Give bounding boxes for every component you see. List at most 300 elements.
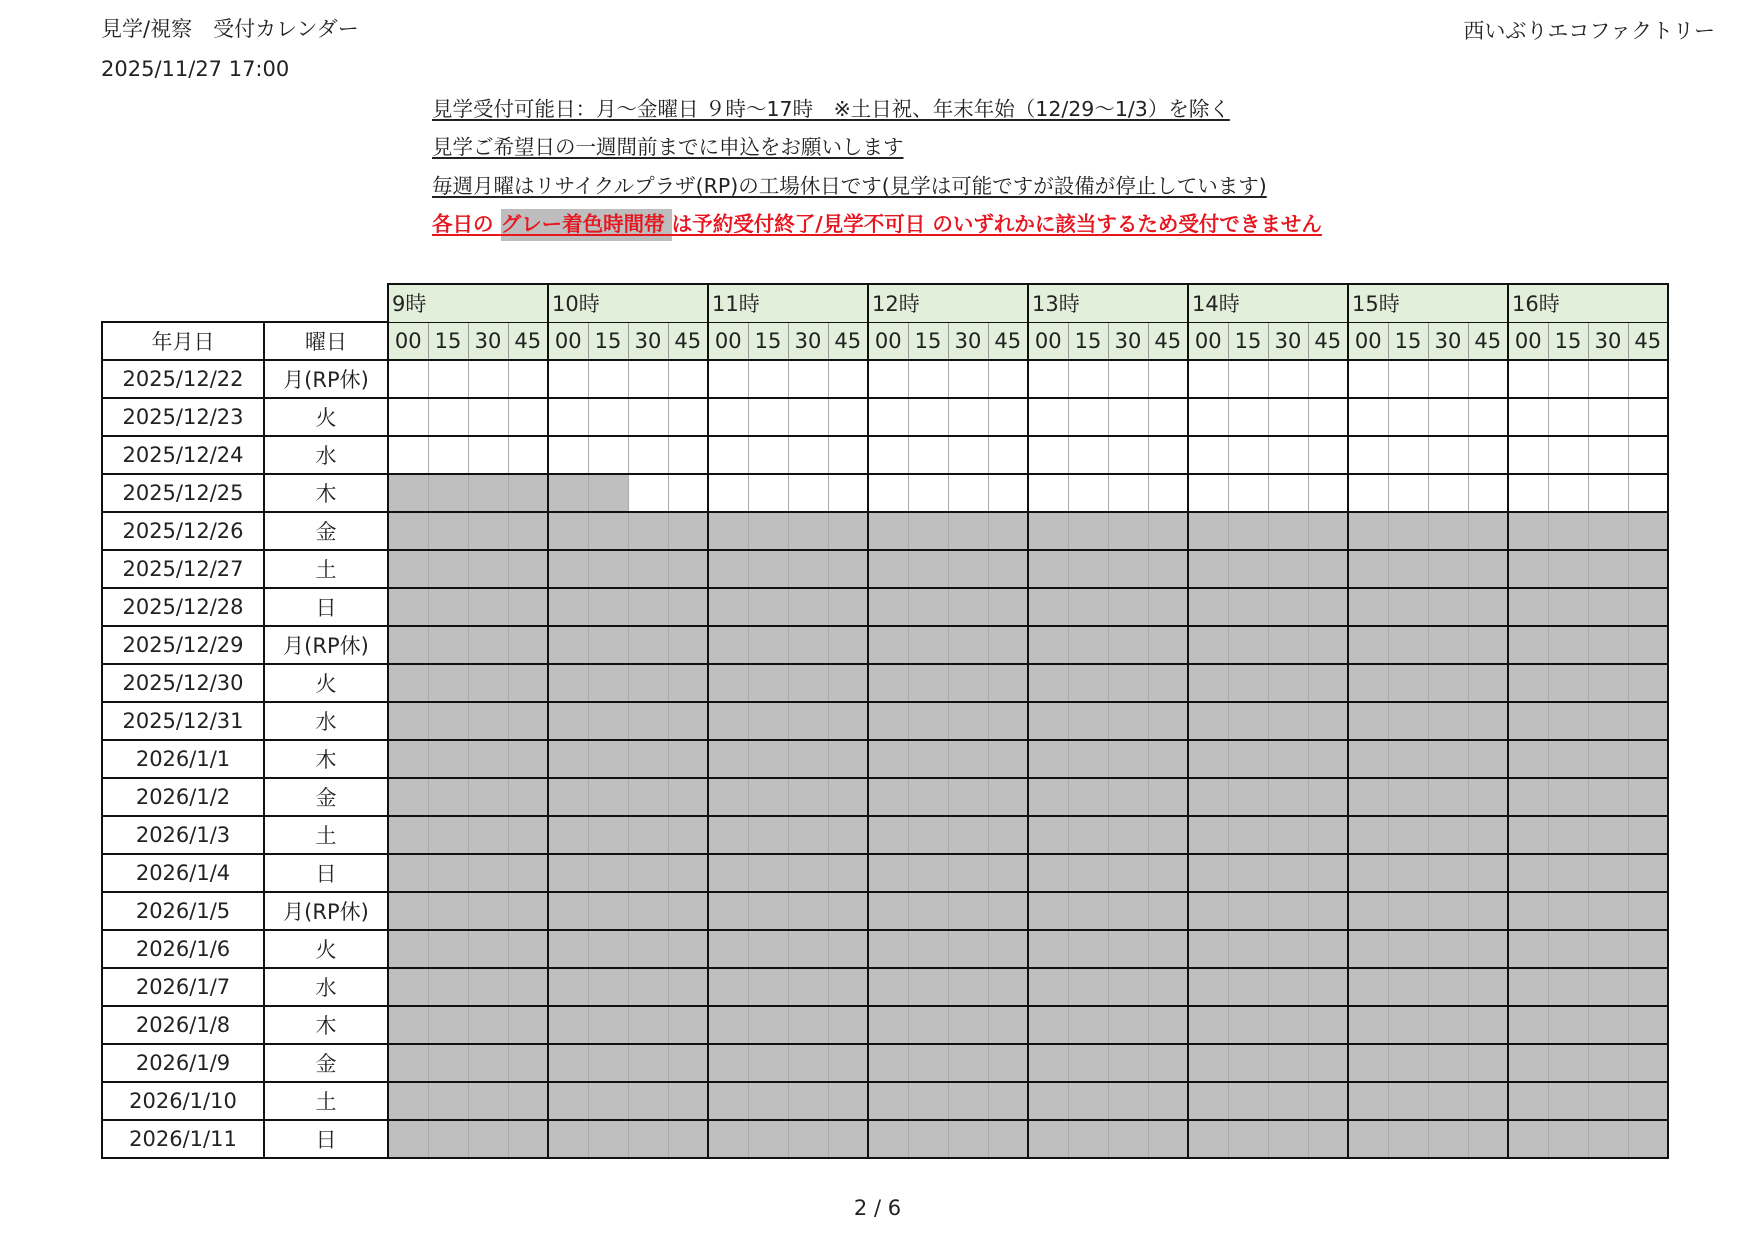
slot-closed xyxy=(988,854,1028,892)
row-date: 2026/1/4 xyxy=(102,854,264,892)
slot-closed xyxy=(628,626,668,664)
slot-closed xyxy=(1308,1082,1348,1120)
slot-closed xyxy=(1508,816,1548,854)
page-number: 2 / 6 xyxy=(853,1196,902,1220)
slot-closed xyxy=(1388,626,1428,664)
slot-closed xyxy=(788,512,828,550)
slot-closed xyxy=(1028,892,1068,930)
slot-open xyxy=(1308,474,1348,512)
slot-closed xyxy=(908,892,948,930)
slot-closed xyxy=(988,1006,1028,1044)
slot-closed xyxy=(588,588,628,626)
slot-closed xyxy=(388,930,428,968)
slot-closed xyxy=(868,892,908,930)
row-date: 2025/12/23 xyxy=(102,398,264,436)
slot-closed xyxy=(748,550,788,588)
slot-closed xyxy=(1348,1044,1388,1082)
slot-closed xyxy=(1428,892,1468,930)
slot-closed xyxy=(388,968,428,1006)
slot-closed xyxy=(948,816,988,854)
hour-header: 12時 xyxy=(868,284,1028,322)
slot-open xyxy=(708,436,748,474)
slot-closed xyxy=(548,1006,588,1044)
slot-closed xyxy=(1228,588,1268,626)
slot-closed xyxy=(1588,778,1628,816)
slot-closed xyxy=(908,512,948,550)
slot-closed xyxy=(1148,740,1188,778)
slot-closed xyxy=(1028,588,1068,626)
slot-closed xyxy=(468,664,508,702)
slot-closed xyxy=(1148,1006,1188,1044)
row-weekday: 月(RP休) xyxy=(264,892,388,930)
row-date: 2026/1/11 xyxy=(102,1120,264,1158)
slot-closed xyxy=(628,740,668,778)
slot-closed xyxy=(1188,626,1228,664)
slot-open xyxy=(988,360,1028,398)
date-column-header: 年月日 xyxy=(102,322,264,360)
slot-closed xyxy=(1348,892,1388,930)
slot-closed xyxy=(668,550,708,588)
minute-header: 00 xyxy=(708,322,748,360)
row-weekday: 火 xyxy=(264,664,388,702)
slot-closed xyxy=(508,1120,548,1158)
calendar-row xyxy=(102,664,1668,702)
slot-closed xyxy=(1188,512,1228,550)
slot-closed xyxy=(1588,968,1628,1006)
slot-closed xyxy=(628,1120,668,1158)
slot-closed xyxy=(1308,1120,1348,1158)
slot-closed xyxy=(468,550,508,588)
slot-closed xyxy=(1108,702,1148,740)
slot-closed xyxy=(1468,1120,1508,1158)
slot-closed xyxy=(428,854,468,892)
slot-closed xyxy=(1508,1006,1548,1044)
slot-closed xyxy=(548,1082,588,1120)
slot-closed xyxy=(428,626,468,664)
note-availability: 見学受付可能日：月～金曜日 ９時～17時 ※土日祝、年末年始（12/29～1/3）を除く xyxy=(432,97,1230,121)
slot-closed xyxy=(628,702,668,740)
slot-open xyxy=(628,436,668,474)
slot-closed xyxy=(908,1120,948,1158)
slot-closed xyxy=(1268,1120,1308,1158)
slot-closed xyxy=(388,626,428,664)
slot-closed xyxy=(1108,512,1148,550)
slot-closed xyxy=(588,474,628,512)
slot-closed xyxy=(1308,512,1348,550)
slot-closed xyxy=(1188,816,1228,854)
slot-open xyxy=(1628,360,1668,398)
slot-closed xyxy=(1628,816,1668,854)
slot-closed xyxy=(388,588,428,626)
slot-closed xyxy=(628,930,668,968)
slot-closed xyxy=(1028,626,1068,664)
slot-open xyxy=(1228,474,1268,512)
slot-closed xyxy=(788,1044,828,1082)
slot-closed xyxy=(1548,1044,1588,1082)
row-date: 2026/1/2 xyxy=(102,778,264,816)
slot-closed xyxy=(1228,512,1268,550)
slot-open xyxy=(868,436,908,474)
slot-closed xyxy=(1228,1082,1268,1120)
slot-closed xyxy=(1188,1006,1228,1044)
slot-open xyxy=(1268,436,1308,474)
calendar-row xyxy=(102,512,1668,550)
slot-closed xyxy=(1028,664,1068,702)
slot-open xyxy=(1148,474,1188,512)
slot-open xyxy=(1508,360,1548,398)
slot-closed xyxy=(1228,702,1268,740)
slot-closed xyxy=(1028,816,1068,854)
slot-closed xyxy=(1028,854,1068,892)
slot-open xyxy=(1348,360,1388,398)
slot-closed xyxy=(828,626,868,664)
slot-closed xyxy=(788,588,828,626)
slot-closed xyxy=(1108,1044,1148,1082)
slot-open xyxy=(1588,360,1628,398)
slot-closed xyxy=(548,1044,588,1082)
slot-open xyxy=(1428,474,1468,512)
slot-closed xyxy=(788,626,828,664)
slot-open xyxy=(828,398,868,436)
slot-open xyxy=(908,474,948,512)
slot-open xyxy=(908,360,948,398)
slot-closed xyxy=(588,1006,628,1044)
slot-closed xyxy=(868,550,908,588)
slot-closed xyxy=(868,626,908,664)
slot-open xyxy=(468,436,508,474)
slot-closed xyxy=(1108,968,1148,1006)
minute-header: 45 xyxy=(988,322,1028,360)
slot-closed xyxy=(828,854,868,892)
slot-closed xyxy=(788,664,828,702)
slot-closed xyxy=(1108,816,1148,854)
slot-closed xyxy=(1388,892,1428,930)
minute-header: 15 xyxy=(908,322,948,360)
slot-closed xyxy=(668,778,708,816)
slot-closed xyxy=(708,1006,748,1044)
minute-header: 45 xyxy=(1308,322,1348,360)
slot-closed xyxy=(1348,512,1388,550)
slot-closed xyxy=(828,664,868,702)
minute-header: 45 xyxy=(508,322,548,360)
slot-closed xyxy=(748,854,788,892)
slot-closed xyxy=(628,1044,668,1082)
slot-closed xyxy=(668,1006,708,1044)
minute-header: 00 xyxy=(388,322,428,360)
slot-closed xyxy=(948,930,988,968)
slot-closed xyxy=(668,740,708,778)
slot-closed xyxy=(1508,588,1548,626)
slot-closed xyxy=(708,1082,748,1120)
slot-closed xyxy=(1628,512,1668,550)
hour-header: 9時 xyxy=(388,284,548,322)
slot-open xyxy=(828,436,868,474)
slot-closed xyxy=(1388,740,1428,778)
slot-closed xyxy=(588,740,628,778)
slot-closed xyxy=(1068,740,1108,778)
slot-open xyxy=(948,436,988,474)
slot-closed xyxy=(1228,854,1268,892)
slot-closed xyxy=(1228,778,1268,816)
slot-closed xyxy=(1468,892,1508,930)
slot-open xyxy=(1588,474,1628,512)
minute-header: 00 xyxy=(868,322,908,360)
slot-open xyxy=(988,474,1028,512)
slot-closed xyxy=(1068,550,1108,588)
slot-closed xyxy=(1068,778,1108,816)
slot-closed xyxy=(1428,664,1468,702)
slot-closed xyxy=(1308,816,1348,854)
slot-closed xyxy=(828,778,868,816)
minute-header: 00 xyxy=(1348,322,1388,360)
slot-closed xyxy=(1588,702,1628,740)
slot-open xyxy=(1108,398,1148,436)
slot-closed xyxy=(588,816,628,854)
slot-closed xyxy=(1588,1120,1628,1158)
slot-closed xyxy=(708,816,748,854)
slot-open xyxy=(1028,474,1068,512)
slot-open xyxy=(1388,474,1428,512)
slot-closed xyxy=(1548,550,1588,588)
row-date: 2026/1/1 xyxy=(102,740,264,778)
slot-closed xyxy=(1428,1006,1468,1044)
slot-closed xyxy=(868,1120,908,1158)
slot-closed xyxy=(1268,930,1308,968)
slot-closed xyxy=(1428,550,1468,588)
slot-closed xyxy=(588,1120,628,1158)
slot-closed xyxy=(388,550,428,588)
row-date: 2026/1/10 xyxy=(102,1082,264,1120)
slot-closed xyxy=(748,968,788,1006)
slot-open xyxy=(1548,474,1588,512)
slot-closed xyxy=(1028,702,1068,740)
slot-closed xyxy=(1508,778,1548,816)
slot-open xyxy=(788,436,828,474)
row-date: 2025/12/24 xyxy=(102,436,264,474)
slot-closed xyxy=(1188,588,1228,626)
slot-closed xyxy=(388,702,428,740)
hour-header: 15時 xyxy=(1348,284,1508,322)
slot-closed xyxy=(508,740,548,778)
slot-closed xyxy=(668,512,708,550)
slot-open xyxy=(1468,398,1508,436)
slot-closed xyxy=(1148,968,1188,1006)
row-weekday: 日 xyxy=(264,854,388,892)
slot-closed xyxy=(868,1082,908,1120)
slot-closed xyxy=(788,968,828,1006)
note-monday-holiday: 毎週月曜はリサイクルプラザ(RP)の工場休日です(見学は可能ですが設備が停止しています) xyxy=(432,174,1267,198)
calendar-row xyxy=(102,398,1668,436)
slot-closed xyxy=(1508,664,1548,702)
slot-closed xyxy=(868,854,908,892)
slot-closed xyxy=(1588,512,1628,550)
note-gray-legend-pre: 各日の xyxy=(432,212,501,236)
slot-open xyxy=(548,398,588,436)
hour-header-row xyxy=(102,284,1668,322)
slot-closed xyxy=(1428,1044,1468,1082)
slot-closed xyxy=(428,474,468,512)
row-date: 2025/12/25 xyxy=(102,474,264,512)
slot-closed xyxy=(428,1044,468,1082)
slot-closed xyxy=(1508,854,1548,892)
slot-closed xyxy=(588,512,628,550)
slot-open xyxy=(1308,398,1348,436)
slot-closed xyxy=(428,1120,468,1158)
slot-closed xyxy=(1308,1006,1348,1044)
slot-closed xyxy=(508,1044,548,1082)
slot-closed xyxy=(788,1120,828,1158)
calendar-row xyxy=(102,360,1668,398)
slot-closed xyxy=(828,1082,868,1120)
slot-closed xyxy=(1508,968,1548,1006)
slot-closed xyxy=(988,512,1028,550)
slot-closed xyxy=(1348,816,1388,854)
slot-closed xyxy=(948,892,988,930)
slot-open xyxy=(1268,360,1308,398)
slot-closed xyxy=(868,1006,908,1044)
slot-closed xyxy=(1108,854,1148,892)
minute-header: 15 xyxy=(1068,322,1108,360)
slot-closed xyxy=(1388,854,1428,892)
slot-closed xyxy=(1388,512,1428,550)
slot-closed xyxy=(1468,854,1508,892)
slot-open xyxy=(1188,360,1228,398)
calendar-row xyxy=(102,892,1668,930)
minute-header: 30 xyxy=(628,322,668,360)
slot-closed xyxy=(468,854,508,892)
slot-closed xyxy=(1628,1006,1668,1044)
slot-closed xyxy=(1348,854,1388,892)
slot-closed xyxy=(468,1120,508,1158)
slot-closed xyxy=(1148,550,1188,588)
slot-closed xyxy=(1548,892,1588,930)
minute-header: 30 xyxy=(1268,322,1308,360)
slot-closed xyxy=(1508,1044,1548,1082)
slot-closed xyxy=(708,854,748,892)
slot-closed xyxy=(1388,588,1428,626)
slot-closed xyxy=(1108,664,1148,702)
slot-closed xyxy=(628,816,668,854)
slot-closed xyxy=(1388,816,1428,854)
slot-closed xyxy=(828,1044,868,1082)
slot-open xyxy=(1148,360,1188,398)
print-datetime: 2025/11/27 17:00 xyxy=(101,57,290,81)
slot-closed xyxy=(1628,854,1668,892)
slot-open xyxy=(1268,398,1308,436)
slot-closed xyxy=(1548,968,1588,1006)
slot-closed xyxy=(428,892,468,930)
slot-open xyxy=(708,398,748,436)
slot-closed xyxy=(548,550,588,588)
slot-closed xyxy=(1228,1044,1268,1082)
slot-closed xyxy=(708,892,748,930)
slot-open xyxy=(748,360,788,398)
slot-closed xyxy=(588,702,628,740)
slot-closed xyxy=(1428,854,1468,892)
calendar-row xyxy=(102,588,1668,626)
slot-closed xyxy=(828,930,868,968)
slot-closed xyxy=(1588,854,1628,892)
slot-open xyxy=(548,436,588,474)
slot-closed xyxy=(708,740,748,778)
slot-closed xyxy=(1148,854,1188,892)
row-weekday: 木 xyxy=(264,1006,388,1044)
slot-closed xyxy=(1508,702,1548,740)
slot-closed xyxy=(908,588,948,626)
slot-closed xyxy=(508,816,548,854)
organization-name: 西いぶりエコファクトリー xyxy=(1463,19,1715,43)
slot-open xyxy=(788,360,828,398)
slot-closed xyxy=(1388,1044,1428,1082)
slot-closed xyxy=(628,968,668,1006)
slot-closed xyxy=(1068,1120,1108,1158)
slot-closed xyxy=(1188,1044,1228,1082)
slot-closed xyxy=(708,778,748,816)
minute-header: 45 xyxy=(1148,322,1188,360)
minute-header: 30 xyxy=(1588,322,1628,360)
slot-open xyxy=(1548,360,1588,398)
minute-header: 15 xyxy=(588,322,628,360)
slot-closed xyxy=(588,968,628,1006)
slot-closed xyxy=(1428,1120,1468,1158)
slot-closed xyxy=(1228,626,1268,664)
slot-closed xyxy=(1148,588,1188,626)
slot-closed xyxy=(1468,740,1508,778)
slot-closed xyxy=(828,740,868,778)
slot-closed xyxy=(588,1082,628,1120)
slot-closed xyxy=(828,550,868,588)
slot-closed xyxy=(588,550,628,588)
minute-header: 45 xyxy=(1628,322,1668,360)
slot-closed xyxy=(468,930,508,968)
slot-open xyxy=(1108,360,1148,398)
slot-closed xyxy=(1268,1044,1308,1082)
slot-closed xyxy=(1628,1044,1668,1082)
slot-closed xyxy=(1548,512,1588,550)
slot-closed xyxy=(748,702,788,740)
slot-closed xyxy=(1388,1006,1428,1044)
slot-closed xyxy=(828,968,868,1006)
slot-closed xyxy=(1428,778,1468,816)
slot-closed xyxy=(1028,1082,1068,1120)
slot-closed xyxy=(468,1082,508,1120)
slot-closed xyxy=(1148,816,1188,854)
slot-open xyxy=(748,436,788,474)
minute-header: 00 xyxy=(548,322,588,360)
slot-closed xyxy=(1028,1044,1068,1082)
slot-closed xyxy=(1348,1120,1388,1158)
slot-open xyxy=(1628,436,1668,474)
slot-closed xyxy=(1628,892,1668,930)
slot-open xyxy=(1468,474,1508,512)
slot-closed xyxy=(1108,626,1148,664)
slot-closed xyxy=(1228,550,1268,588)
note-gray-legend xyxy=(432,212,1322,236)
calendar-row xyxy=(102,1006,1668,1044)
calendar-row xyxy=(102,1044,1668,1082)
slot-closed xyxy=(948,512,988,550)
slot-closed xyxy=(428,816,468,854)
minute-header: 15 xyxy=(748,322,788,360)
slot-closed xyxy=(468,968,508,1006)
slot-closed xyxy=(548,702,588,740)
slot-closed xyxy=(468,512,508,550)
slot-open xyxy=(508,398,548,436)
slot-closed xyxy=(988,1082,1028,1120)
slot-closed xyxy=(1108,1006,1148,1044)
row-date: 2026/1/6 xyxy=(102,930,264,968)
slot-closed xyxy=(988,1120,1028,1158)
